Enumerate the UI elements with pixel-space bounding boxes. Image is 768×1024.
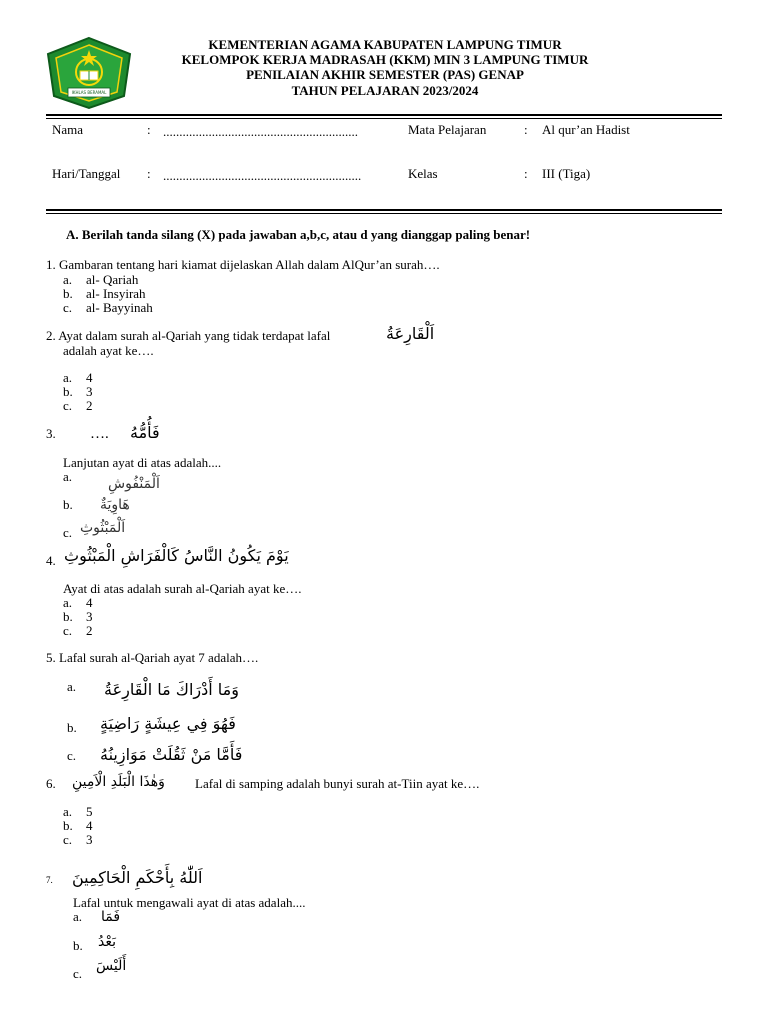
- q3-option-a-arabic[interactable]: اَلْمَنْفُوشِ: [108, 476, 160, 492]
- q1-option-c[interactable]: [63, 301, 153, 315]
- option-letter: a.: [63, 595, 73, 610]
- q7-prompt: Lafal untuk mengawali ayat di atas adalah....: [73, 895, 306, 910]
- header-ministry: KEMENTERIAN AGAMA KABUPATEN LAMPUNG TIMUR: [208, 37, 562, 52]
- header-year: TAHUN PELAJARAN 2023/2024: [291, 83, 479, 98]
- q5-option-a-arabic[interactable]: وَمَا أَدْرَاكَ مَا الْقَارِعَةُ: [104, 680, 239, 699]
- identity-rule-thin: [46, 213, 722, 214]
- option-text: 2: [86, 623, 93, 638]
- q4-option-c[interactable]: [63, 624, 93, 638]
- q4-option-b[interactable]: [63, 610, 93, 624]
- option-letter: c.: [63, 398, 73, 413]
- q5-option-c-arabic[interactable]: فَأَمَّا مَنْ ثَقُلَتْ مَوَازِينُهُ: [100, 745, 243, 764]
- identity-rule: [46, 209, 722, 211]
- header-rule-top: [46, 114, 722, 116]
- option-text: 3: [86, 384, 93, 399]
- hari-label: Hari/Tanggal: [52, 166, 121, 181]
- option-text: 4: [86, 370, 93, 385]
- kelas-value: III (Tiga): [542, 166, 591, 181]
- option-text: al- Insyirah: [86, 286, 146, 301]
- q6-number: 6.: [46, 776, 56, 791]
- q2-option-c[interactable]: [63, 399, 93, 413]
- option-letter: b.: [63, 818, 73, 833]
- option-letter: a.: [63, 272, 73, 287]
- q1-option-b[interactable]: [63, 287, 146, 301]
- q7-arabic: اَللّٰهُ بِأَحْكَمِ الْحَاكِمِينَ: [72, 868, 203, 887]
- q2-option-b[interactable]: [63, 385, 93, 399]
- q2-text-line1: 2. Ayat dalam surah al-Qariah yang tidak terdapat lafal: [46, 328, 331, 343]
- q4-prompt: Ayat di atas adalah surah al-Qariah ayat ke….: [63, 581, 302, 596]
- option-letter: c.: [63, 832, 73, 847]
- q7-option-c-arabic[interactable]: أَلَيْسَ: [96, 958, 127, 974]
- option-text: al- Bayyinah: [86, 300, 153, 315]
- q3-option-b-letter[interactable]: b.: [63, 497, 73, 512]
- q7-option-c-letter[interactable]: c.: [73, 966, 83, 981]
- kelas-label: Kelas: [408, 166, 438, 181]
- option-letter: c.: [63, 623, 73, 638]
- q2-text-line2: adalah ayat ke….: [63, 343, 154, 358]
- q3-option-b-arabic[interactable]: هَاوِيَةٌ: [100, 497, 130, 513]
- header-rule-top-thin: [46, 118, 722, 119]
- q2-option-a[interactable]: [63, 371, 93, 385]
- q3-number: 3.: [46, 426, 56, 441]
- q7-option-a-letter[interactable]: a.: [73, 909, 83, 924]
- q7-number: 7.: [46, 875, 53, 885]
- q6-text: Lafal di samping adalah bunyi surah at-Tiin ayat ke….: [195, 776, 480, 791]
- q5-option-b-arabic[interactable]: فَهُوَ فِي عِيشَةٍ رَاضِيَةٍ: [100, 714, 236, 733]
- q5-option-c-letter[interactable]: c.: [67, 748, 77, 763]
- q5-option-b-letter[interactable]: b.: [67, 720, 77, 735]
- kelas-colon: :: [524, 166, 528, 181]
- q7-option-a-arabic[interactable]: فَمَا: [101, 909, 121, 925]
- option-text: 3: [86, 609, 93, 624]
- q7-option-b-arabic[interactable]: بَعْدُ: [98, 934, 116, 950]
- q3-option-c-arabic[interactable]: اَلْمَبْثُوثِ: [80, 520, 126, 536]
- option-letter: b.: [63, 384, 73, 399]
- q6-option-a[interactable]: [63, 805, 93, 819]
- q7-option-b-letter[interactable]: b.: [73, 938, 83, 953]
- option-text: 4: [86, 595, 93, 610]
- section-a-instruction: A. Berilah tanda silang (X) pada jawaban a,b,c, atau d yang dianggap paling benar!: [66, 227, 531, 242]
- q5-text: 5. Lafal surah al-Qariah ayat 7 adalah….: [46, 650, 259, 665]
- header-kkm: KELOMPOK KERJA MADRASAH (KKM) MIN 3 LAMPUNG TIMUR: [181, 52, 589, 67]
- hari-colon: :: [147, 166, 151, 181]
- mapel-label: Mata Pelajaran: [408, 122, 487, 137]
- q6-option-b[interactable]: [63, 819, 93, 833]
- option-text: 2: [86, 398, 93, 413]
- q6-option-c[interactable]: [63, 833, 93, 847]
- option-letter: a.: [63, 370, 73, 385]
- q4-number: 4.: [46, 553, 56, 568]
- mapel-colon: :: [524, 122, 528, 137]
- option-text: 4: [86, 818, 93, 833]
- mapel-value: Al qur’an Hadist: [542, 122, 630, 137]
- q3-option-c-letter[interactable]: c.: [63, 525, 73, 540]
- option-letter: b.: [63, 609, 73, 624]
- q3-arabic: فَأُمُّهُ: [130, 423, 160, 442]
- q3-prompt: Lanjutan ayat di atas adalah....: [63, 455, 222, 470]
- q3-dots: ….: [90, 426, 109, 442]
- kemenag-logo: [44, 36, 134, 110]
- option-text: 5: [86, 804, 93, 819]
- q2-arabic: اَلْقَارِعَةُ: [386, 324, 435, 343]
- nama-field[interactable]: ............................................................: [163, 124, 358, 139]
- header-exam: PENILAIAN AKHIR SEMESTER (PAS) GENAP: [246, 67, 524, 82]
- logo-caption: IKHLAS BERAMAL: [71, 90, 107, 95]
- q4-option-a[interactable]: [63, 596, 93, 610]
- q4-arabic: يَوْمَ يَكُونُ النَّاسُ كَالْفَرَاشِ الْمَبْثُوثِ: [64, 546, 289, 565]
- option-letter: b.: [63, 286, 73, 301]
- q1-text: 1. Gambaran tentang hari kiamat dijelaskan Allah dalam AlQur’an surah….: [46, 257, 440, 272]
- option-letter: a.: [63, 804, 73, 819]
- q6-arabic: وَهٰذَا الْبَلَدِ الْاَمِينِ: [72, 774, 165, 790]
- nama-label: Nama: [52, 122, 84, 137]
- nama-colon: :: [147, 122, 151, 137]
- q5-option-a-letter[interactable]: a.: [67, 679, 77, 694]
- option-text: al- Qariah: [86, 272, 139, 287]
- hari-field[interactable]: .............................................................: [163, 168, 362, 183]
- option-text: 3: [86, 832, 93, 847]
- option-letter: c.: [63, 300, 73, 315]
- q1-option-a[interactable]: [63, 273, 138, 287]
- q3-option-a-letter[interactable]: a.: [63, 469, 73, 484]
